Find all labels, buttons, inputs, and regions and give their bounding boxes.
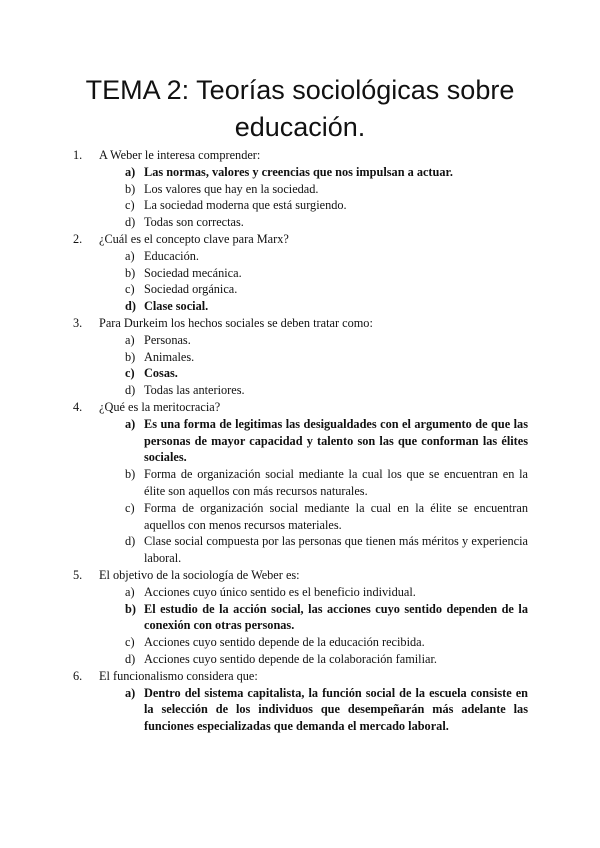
question-number: 2. xyxy=(73,231,83,246)
answer-option xyxy=(0,214,600,231)
option-letter: a) xyxy=(125,248,135,263)
question-text: El objetivo de la sociología de Weber es: xyxy=(99,567,300,582)
option-letter: c) xyxy=(125,366,135,381)
option-letter: b) xyxy=(125,181,136,196)
question-list xyxy=(0,147,600,735)
answer-option xyxy=(0,332,600,349)
option-letter: a) xyxy=(125,332,135,347)
option-text: Sociedad orgánica. xyxy=(144,282,238,297)
question-5 xyxy=(0,567,600,584)
answer-option xyxy=(0,197,600,214)
answer-option xyxy=(0,349,600,366)
answer-option-correct xyxy=(0,164,600,181)
option-text: Cosas. xyxy=(144,366,178,381)
option-letter: a) xyxy=(125,164,136,179)
option-text: Todas las anteriores. xyxy=(144,383,245,398)
option-letter: d) xyxy=(125,299,136,314)
option-text: Dentro del sistema capitalista, la función social de la escuela consiste en la selección de los individuos que desempeñarán más adelante las funciones especializadas que demanda el mercado laboral. xyxy=(144,685,528,734)
answer-option xyxy=(0,382,600,399)
option-letter: c) xyxy=(125,500,135,515)
question-number: 4. xyxy=(73,399,83,414)
option-text: Los valores que hay en la sociedad. xyxy=(144,181,319,196)
option-text: Clase social compuesta por las personas que tienen más méritos y experiencia laboral. xyxy=(144,534,528,566)
answer-option xyxy=(0,584,600,601)
answer-option-correct xyxy=(0,685,600,735)
question-number: 6. xyxy=(73,668,83,683)
answer-option xyxy=(0,265,600,282)
option-letter: c) xyxy=(125,198,135,213)
question-2 xyxy=(0,231,600,248)
option-text: El estudio de la acción social, las acciones cuyo sentido dependen de la conexión con otras personas. xyxy=(144,601,528,633)
answer-option xyxy=(0,466,600,500)
option-text: Forma de organización social mediante la cual los que se encuentran en la élite son aquellos con más recursos naturales. xyxy=(144,467,528,498)
answer-option-correct xyxy=(0,416,600,466)
option-letter: b) xyxy=(125,601,136,616)
option-text: La sociedad moderna que está surgiendo. xyxy=(144,198,347,213)
option-text: Acciones cuyo sentido depende de la colaboración familiar. xyxy=(144,651,437,666)
option-letter: b) xyxy=(125,265,136,280)
question-3 xyxy=(0,315,600,332)
option-letter: d) xyxy=(125,534,136,549)
answer-option xyxy=(0,281,600,298)
option-letter: c) xyxy=(125,282,135,297)
option-letter: d) xyxy=(125,651,136,666)
page-title: TEMA 2: Teorías sociológicas sobre educación. xyxy=(85,75,515,142)
option-text: Las normas, valores y creencias que nos impulsan a actuar. xyxy=(144,164,453,179)
answer-option xyxy=(0,533,600,567)
answer-option-correct xyxy=(0,298,600,315)
option-text: Es una forma de legitimas las desigualdades con el argumento de que las personas de mayor capacidad y talento son las que conforman las élites sociales. xyxy=(144,416,528,465)
option-text: Sociedad mecánica. xyxy=(144,265,242,280)
option-text: Animales. xyxy=(144,349,195,364)
question-number: 5. xyxy=(73,567,83,582)
option-letter: d) xyxy=(125,215,136,230)
option-letter: b) xyxy=(125,349,136,364)
option-letter: a) xyxy=(125,685,136,700)
option-letter: a) xyxy=(125,584,135,599)
option-letter: a) xyxy=(125,416,136,431)
question-4 xyxy=(0,399,600,416)
option-letter: c) xyxy=(125,635,135,650)
question-6 xyxy=(0,668,600,685)
question-1 xyxy=(0,147,600,164)
option-text: Acciones cuyo único sentido es el beneficio individual. xyxy=(144,584,416,599)
option-letter: b) xyxy=(125,467,136,482)
answer-option-correct xyxy=(0,601,600,635)
question-number: 1. xyxy=(73,148,83,162)
option-text: Forma de organización social mediante la cual en la élite se encuentran aquellos con menos recursos materiales. xyxy=(144,500,528,532)
question-text: Para Durkeim los hechos sociales se deben tratar como: xyxy=(99,315,373,330)
option-text: Personas. xyxy=(144,332,191,347)
option-text: Acciones cuyo sentido depende de la educación recibida. xyxy=(144,635,425,650)
option-text: Clase social. xyxy=(144,299,209,314)
answer-option xyxy=(0,181,600,198)
answer-option xyxy=(0,651,600,668)
question-text: ¿Qué es la meritocracia? xyxy=(99,399,221,414)
answer-option xyxy=(0,500,600,534)
option-text: Todas son correctas. xyxy=(144,215,244,230)
question-text: A Weber le interesa comprender: xyxy=(99,148,261,162)
question-text: El funcionalismo considera que: xyxy=(99,668,258,683)
option-text: Educación. xyxy=(144,248,199,263)
answer-option-correct xyxy=(0,365,600,382)
answer-option xyxy=(0,248,600,265)
answer-option xyxy=(0,634,600,651)
option-letter: d) xyxy=(125,383,136,398)
question-number: 3. xyxy=(73,315,83,330)
question-text: ¿Cuál es el concepto clave para Marx? xyxy=(99,231,289,246)
